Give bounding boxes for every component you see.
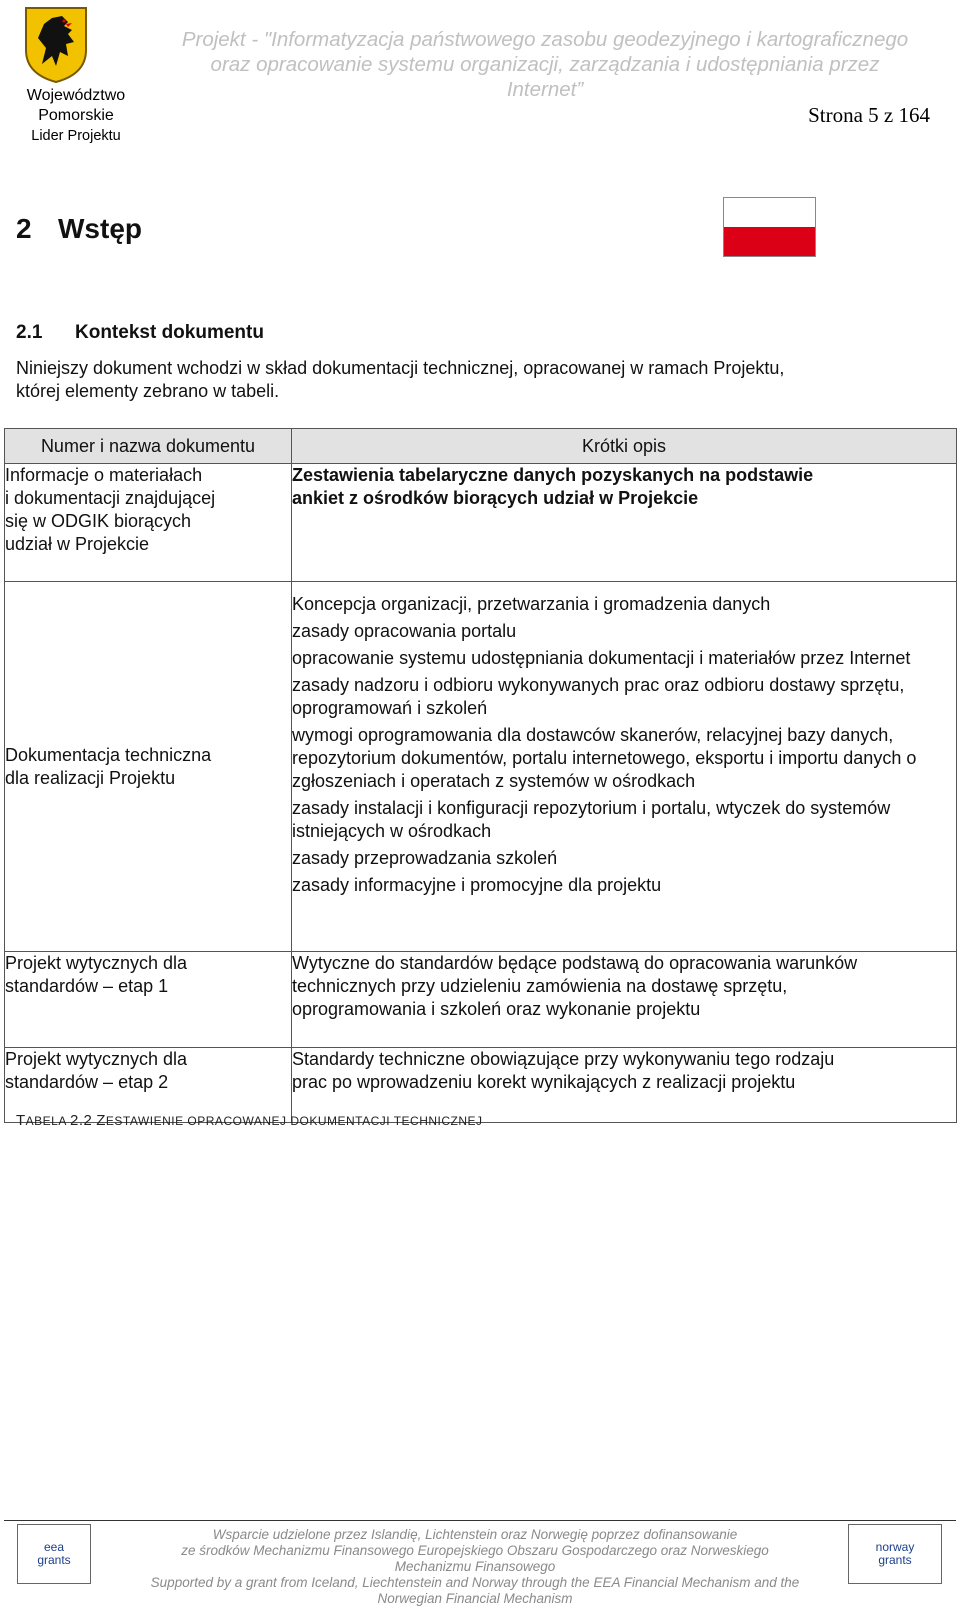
description-item: zasady opracowania portalu: [292, 621, 517, 641]
intro-paragraph: [16, 357, 916, 403]
project-title-line1: Projekt - "Informatyzacja państwowego zasobu geodezyjnego i kartograficznego: [181, 28, 909, 51]
eea-logo-line1: eea: [43, 1540, 64, 1554]
norway-logo-line2: grants: [878, 1553, 912, 1567]
org-name-line1: Województwo: [26, 87, 126, 104]
section-title: Wstęp: [58, 213, 142, 244]
description-item: zasady przeprowadzania szkoleń: [292, 848, 558, 868]
footer-pl-line1: Wsparcie udzielone przez Islandię, Lichtenstein oraz Norwegię poprzez dofinansowanie: [212, 1527, 738, 1542]
intro-line2: której elementy zebrano w tabeli.: [16, 381, 280, 401]
subsection-number: 2.1: [16, 322, 43, 343]
table-row: [5, 582, 957, 952]
org-role: Lider Projektu: [31, 128, 121, 144]
document-name-cell: [5, 464, 292, 582]
footer-pl-line2: ze środków Mechanizmu Finansowego Europejskiego Obszaru Gospodarczego oraz Norweskiego: [181, 1543, 769, 1558]
description-line: Standardy techniczne obowiązujące przy wykonywaniu tego rodzaju: [292, 1049, 835, 1069]
footer-en-line2: Norwegian Financial Mechanism: [377, 1591, 573, 1606]
caption-prefix-rest: ABELA: [25, 1114, 67, 1128]
documents-table: [4, 428, 957, 1123]
org-name-line2: Pomorskie: [38, 107, 114, 124]
description-line: technicznych przy udzieleniu zamówienia na dostawę sprzętu,: [292, 976, 788, 996]
caption-number: 2.2: [70, 1112, 93, 1129]
name-line: Projekt wytycznych dla: [5, 1049, 188, 1069]
subsection-title: Kontekst dokumentu: [75, 322, 264, 343]
description-item: zasady nadzoru i odbioru wykonywanych prac oraz odbioru dostawy sprzętu, oprogramowań i szkoleń: [292, 675, 905, 718]
project-title-line2: oraz opracowanie systemu organizacji, zarządzania i udostępniania przez: [210, 53, 880, 76]
table-row: [5, 952, 957, 1048]
document-name-cell: [5, 952, 292, 1048]
document-description-cell: [292, 582, 957, 952]
description-item: wymogi oprogramowania dla dostawców skanerów, relacyjnej bazy danych, repozytorium dokumentów, portalu internetowego, eksportu i importu danych o zgłoszeniach i operatach z systemów w ośrodkach: [292, 725, 917, 791]
table-header-row: [5, 429, 957, 464]
name-line: standardów – etap 2: [5, 1072, 169, 1092]
name-line: Informacje o materiałach: [5, 465, 203, 485]
poland-flag-icon: [723, 197, 816, 257]
footer-pl-line3: Mechanizmu Finansowego: [394, 1559, 556, 1574]
description-line: Wytyczne do standardów będące podstawą do opracowania warunków: [292, 953, 858, 973]
description-item: zasady informacyjne i promocyjne dla projektu: [292, 875, 662, 895]
header-name-column: Numer i nazwa dokumentu: [5, 429, 292, 464]
caption-prefix-initial: T: [16, 1112, 26, 1129]
description-item: zasady instalacji i konfiguracji repozytorium i portalu, wtyczek do systemów istniejących w ośrodkach: [292, 798, 891, 841]
norway-grants-logo-icon: [848, 1524, 942, 1584]
section-heading: [16, 213, 142, 245]
page-number: Strona 5 z 164: [808, 103, 930, 127]
description-line: oprogramowania i szkoleń oraz wykonanie projektu: [292, 999, 701, 1019]
flag-white-stripe: [724, 198, 815, 227]
flag-red-stripe: [724, 227, 815, 256]
name-line: Projekt wytycznych dla: [5, 953, 188, 973]
intro-line1: Niniejszy dokument wchodzi w skład dokumentacji technicznej, opracowanej w ramach Projektu,: [16, 358, 785, 378]
footer-funding-note: [110, 1527, 840, 1607]
eea-grants-logo-icon: [17, 1524, 91, 1584]
name-line: standardów – etap 1: [5, 976, 169, 996]
eea-logo-line2: grants: [37, 1553, 71, 1567]
document-name-cell: [5, 582, 292, 952]
table-row: [5, 464, 957, 582]
name-line: udział w Projekcie: [5, 534, 150, 554]
project-title: [150, 27, 940, 102]
subsection-heading: [16, 322, 264, 344]
header-description-column: Krótki opis: [292, 429, 957, 464]
caption-title-initial: Z: [96, 1112, 106, 1129]
description-line: Zestawienia tabelaryczne danych pozyskanych na podstawie: [292, 465, 814, 485]
project-title-line3: Internet”: [506, 78, 584, 101]
description-item: Koncepcja organizacji, przetwarzania i gromadzenia danych: [292, 594, 771, 614]
description-line: prac po wprowadzeniu korekt wynikających z realizacji projektu: [292, 1072, 796, 1092]
name-line: Dokumentacja techniczna: [5, 744, 212, 765]
name-line: się w ODGIK biorących: [5, 511, 192, 531]
name-line: dla realizacji Projektu: [5, 767, 176, 788]
organization-name: [18, 86, 134, 146]
name-line: i dokumentacji znajdującej: [5, 488, 216, 508]
description-item: opracowanie systemu udostępniania dokumentacji i materiałów przez Internet: [292, 648, 911, 668]
description-line: ankiet z ośrodków biorących udział w Projekcie: [292, 488, 699, 508]
footer-divider: [4, 1520, 956, 1521]
norway-logo-line1: norway: [875, 1540, 915, 1554]
table-caption: [16, 1112, 483, 1129]
document-description-cell: [292, 464, 957, 582]
footer-en-line1: Supported by a grant from Iceland, Liechtenstein and Norway through the EEA Financial Mechanism and the: [150, 1575, 800, 1590]
caption-title-rest: ESTAWIENIE OPRACOWANEJ DOKUMENTACJI TECHNICZNEJ: [105, 1114, 483, 1128]
section-number: 2: [16, 213, 32, 244]
document-description-cell: [292, 952, 957, 1048]
griffin-crest-icon: [22, 4, 90, 84]
